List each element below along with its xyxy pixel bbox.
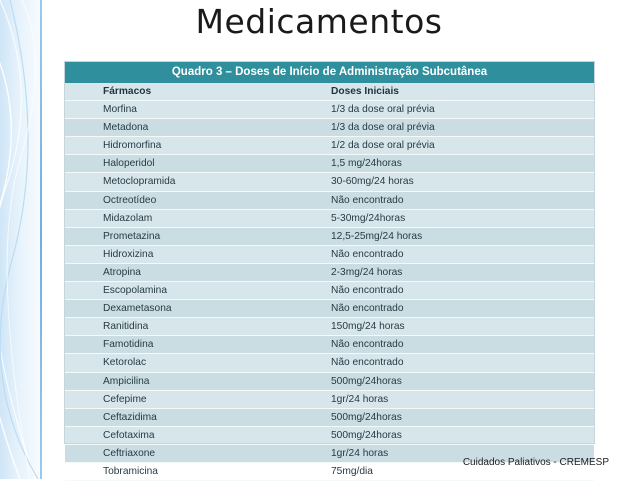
table-caption: Quadro 3 – Doses de Início de Administração Subcutânea — [65, 62, 594, 83]
initial-dose: Não encontrado — [331, 245, 594, 263]
table-row — [65, 209, 594, 227]
drug-name: Octreotídeo — [65, 191, 331, 209]
table-row — [65, 173, 594, 191]
table-row — [65, 390, 594, 408]
drug-name: Haloperidol — [65, 155, 331, 173]
dose-table — [65, 83, 594, 481]
drug-name: Famotidina — [65, 336, 331, 354]
initial-dose: 12,5-25mg/24 horas — [331, 227, 594, 245]
drug-name: Cefotaxima — [65, 426, 331, 444]
page-title: Medicamentos — [195, 2, 443, 41]
initial-dose: Não encontrado — [331, 354, 594, 372]
initial-dose: Não encontrado — [331, 300, 594, 318]
drug-name: Atropina — [65, 263, 331, 281]
drug-name: Hidromorfina — [65, 137, 331, 155]
drug-name: Escopolamina — [65, 282, 331, 300]
table-row — [65, 318, 594, 336]
table-header-row — [65, 83, 594, 101]
drug-name: Ceftazidima — [65, 408, 331, 426]
table-row — [65, 137, 594, 155]
initial-dose: 30-60mg/24 horas — [331, 173, 594, 191]
drug-name: Ceftriaxone — [65, 444, 331, 462]
table-row — [65, 101, 594, 119]
table-row — [65, 245, 594, 263]
drug-name: Metadona — [65, 119, 331, 137]
table-row — [65, 408, 594, 426]
decorative-side-band — [0, 0, 40, 479]
initial-dose: 150mg/24 horas — [331, 318, 594, 336]
table-row — [65, 300, 594, 318]
drug-name: Metoclopramida — [65, 173, 331, 191]
initial-dose: Não encontrado — [331, 336, 594, 354]
initial-dose: 1gr/24 horas — [331, 390, 594, 408]
initial-dose: 500mg/24horas — [331, 426, 594, 444]
table-row — [65, 336, 594, 354]
drug-name: Dexametasona — [65, 300, 331, 318]
table-row — [65, 119, 594, 137]
table-row — [65, 372, 594, 390]
initial-dose: Não encontrado — [331, 282, 594, 300]
column-header-doses: Doses Iniciais — [331, 83, 594, 101]
slide-footer: Cuidados Paliativos - CREMESP — [462, 457, 609, 468]
side-divider — [40, 0, 42, 479]
initial-dose: Não encontrado — [331, 191, 594, 209]
drug-name: Ranitidina — [65, 318, 331, 336]
drug-name: Midazolam — [65, 209, 331, 227]
table-row — [65, 426, 594, 444]
drug-name: Cefepime — [65, 390, 331, 408]
initial-dose: 1gr/24 horas — [331, 444, 594, 462]
drug-name: Ampicilina — [65, 372, 331, 390]
wave-pattern-icon — [0, 0, 40, 479]
table-row — [65, 263, 594, 281]
initial-dose: 1/3 da dose oral prévia — [331, 101, 594, 119]
initial-dose: 500mg/24horas — [331, 372, 594, 390]
table-row — [65, 282, 594, 300]
drug-name: Hidroxizina — [65, 245, 331, 263]
drug-name: Morfina — [65, 101, 331, 119]
table-row — [65, 155, 594, 173]
initial-dose: 500mg/24horas — [331, 408, 594, 426]
column-header-drugs: Fármacos — [65, 83, 331, 101]
initial-dose: 2-3mg/24 horas — [331, 263, 594, 281]
drug-name: Ketorolac — [65, 354, 331, 372]
initial-dose: 75mg/dia — [331, 462, 594, 480]
drug-name: Prometazina — [65, 227, 331, 245]
table-row — [65, 354, 594, 372]
initial-dose: 1/2 da dose oral prévia — [331, 137, 594, 155]
initial-dose: 5-30mg/24horas — [331, 209, 594, 227]
table-row — [65, 191, 594, 209]
drug-name: Tobramicina — [65, 462, 331, 480]
table-row — [65, 227, 594, 245]
initial-dose: 1/3 da dose oral prévia — [331, 119, 594, 137]
initial-dose: 1,5 mg/24horas — [331, 155, 594, 173]
